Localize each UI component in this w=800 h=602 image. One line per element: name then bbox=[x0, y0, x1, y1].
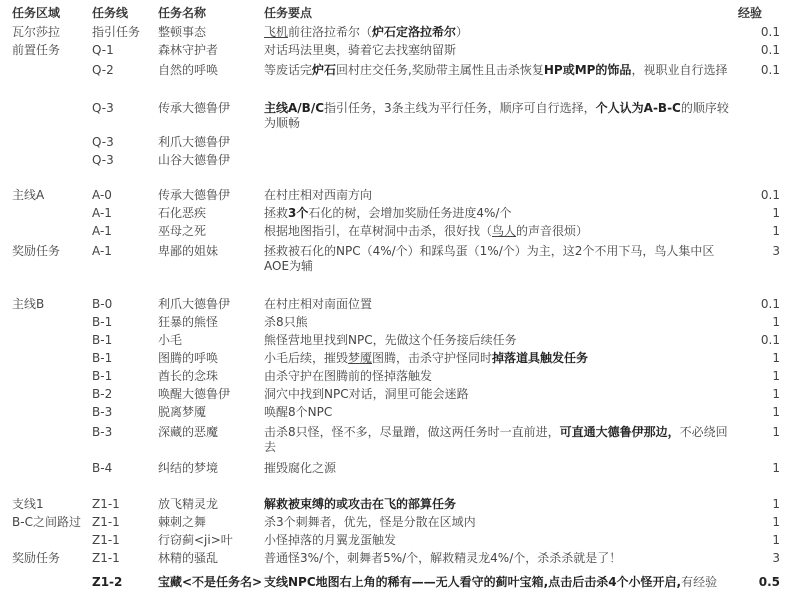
cell-name: 传承大德鲁伊 bbox=[158, 188, 231, 202]
cell-line: Q-3 bbox=[92, 101, 114, 115]
cell-line: B-1 bbox=[92, 315, 113, 329]
cell-name: 石化恶疾 bbox=[158, 206, 207, 220]
header-line: 任务线 bbox=[92, 6, 129, 20]
cell-exp: 1 bbox=[772, 515, 780, 529]
cell-points bbox=[264, 244, 732, 274]
cell-exp: 1 bbox=[772, 497, 780, 511]
cell-points bbox=[264, 575, 732, 590]
cell-line: A-0 bbox=[92, 188, 112, 202]
cell-line: B-4 bbox=[92, 461, 113, 475]
cell-exp: 1 bbox=[772, 351, 780, 365]
cell-exp: 1 bbox=[772, 206, 780, 220]
cell-area: 主线A bbox=[12, 188, 45, 202]
cell-name: 山谷大德鲁伊 bbox=[158, 153, 231, 167]
cell-name: 利爪大德鲁伊 bbox=[158, 297, 231, 311]
points-segment: 洞穴中找到NPC对话，洞里可能会迷路 bbox=[264, 387, 469, 401]
cell-points bbox=[264, 387, 732, 402]
points-segment: HP或MP的饰品 bbox=[543, 63, 632, 77]
points-segment: 有经验 bbox=[681, 575, 718, 589]
cell-exp: 1 bbox=[772, 387, 780, 401]
points-segment: ） bbox=[456, 25, 469, 39]
points-segment: 在村庄相对西南方向 bbox=[264, 188, 373, 202]
cell-line: A-1 bbox=[92, 244, 112, 258]
cell-line: 指引任务 bbox=[92, 25, 141, 39]
cell-name: 图腾的呼唤 bbox=[158, 351, 219, 365]
points-segment: 杀3个刺舞者，优先，怪是分散在区域内 bbox=[264, 515, 476, 529]
cell-name: 行窃蓟<ji>叶 bbox=[158, 533, 233, 547]
cell-name: 狂暴的熊怪 bbox=[158, 315, 219, 329]
points-segment: 对话玛法里奥，骑着它去找塞纳留斯 bbox=[264, 43, 457, 57]
points-segment: 拯救被石化的NPC（4%/个）和踩鸟蛋（1%/个）为主，这2个不用下马，鸟人集中区AOE为辅 bbox=[264, 244, 715, 273]
cell-name: 酋长的念珠 bbox=[158, 369, 219, 383]
header-name: 任务名称 bbox=[158, 6, 207, 20]
points-segment: 唤醒8个NPC bbox=[264, 405, 333, 419]
cell-points bbox=[264, 25, 732, 40]
cell-name: 深藏的恶魔 bbox=[158, 425, 219, 439]
cell-exp: 1 bbox=[772, 405, 780, 419]
points-segment: 指引任务，3条主线为平行任务，顺序可自行选择， bbox=[324, 101, 596, 115]
cell-line: Q-1 bbox=[92, 43, 114, 57]
cell-line: B-2 bbox=[92, 387, 113, 401]
cell-area: 瓦尔莎拉 bbox=[12, 25, 61, 39]
cell-points bbox=[264, 351, 732, 366]
cell-area: B-C之间路过 bbox=[12, 515, 81, 529]
cell-area: 奖励任务 bbox=[12, 244, 61, 258]
points-segment: 等废话完 bbox=[264, 63, 313, 77]
cell-name: 林精的骚乱 bbox=[158, 551, 219, 565]
cell-points bbox=[264, 43, 732, 58]
cell-points bbox=[264, 333, 732, 348]
cell-line: B-0 bbox=[92, 297, 113, 311]
cell-name: 棘刺之舞 bbox=[158, 515, 207, 529]
points-segment: 杀8只熊 bbox=[264, 315, 308, 329]
cell-name: 森林守护者 bbox=[158, 43, 219, 57]
cell-name: 卑鄙的姐妹 bbox=[158, 244, 219, 258]
points-segment: 图腾，击杀守护怪同时 bbox=[372, 351, 493, 365]
cell-line: A-1 bbox=[92, 206, 112, 220]
points-segment: 鸟人 bbox=[492, 224, 517, 238]
points-segment: 石化的树，会增加奖励任务进度4%/个 bbox=[308, 206, 512, 220]
points-segment: 掉落道具触发任务 bbox=[492, 351, 589, 365]
points-segment: 摧毁腐化之源 bbox=[264, 461, 337, 475]
points-segment: 在村庄相对南面位置 bbox=[264, 297, 373, 311]
cell-exp: 0.5 bbox=[758, 575, 780, 589]
cell-exp: 0.1 bbox=[760, 63, 780, 77]
cell-points bbox=[264, 425, 732, 455]
cell-line: Q-3 bbox=[92, 153, 114, 167]
cell-area: 支线1 bbox=[12, 497, 44, 511]
cell-exp: 0.1 bbox=[760, 333, 780, 347]
cell-line: B-1 bbox=[92, 333, 113, 347]
cell-points bbox=[264, 533, 732, 548]
points-segment: 解救被束缚的或攻击在飞的部算任务 bbox=[264, 497, 457, 511]
cell-name: 自然的呼唤 bbox=[158, 63, 219, 77]
cell-name: 小毛 bbox=[158, 333, 183, 347]
cell-points bbox=[264, 405, 732, 420]
points-segment: 的顺序较为顺畅 bbox=[264, 101, 729, 130]
cell-area: 前置任务 bbox=[12, 43, 61, 57]
cell-points bbox=[264, 63, 732, 78]
cell-exp: 0.1 bbox=[760, 297, 780, 311]
cell-exp: 1 bbox=[772, 369, 780, 383]
cell-line: B-3 bbox=[92, 425, 113, 439]
cell-exp: 3 bbox=[772, 551, 780, 565]
points-segment: 个人认为A-B-C bbox=[595, 101, 681, 115]
cell-line: Q-3 bbox=[92, 135, 114, 149]
cell-name: 宝藏<不是任务名> bbox=[158, 575, 263, 589]
points-segment: 由杀守护在图腾前的怪掉落触发 bbox=[264, 369, 433, 383]
points-segment: 的声音很烦） bbox=[516, 224, 589, 238]
cell-exp: 1 bbox=[772, 425, 780, 439]
points-segment: 3个 bbox=[288, 206, 309, 220]
cell-name: 唤醒大德鲁伊 bbox=[158, 387, 231, 401]
cell-name: 放飞精灵龙 bbox=[158, 497, 219, 511]
cell-points bbox=[264, 206, 732, 221]
points-segment: 回村庄交任务,奖励带主属性且击杀恢复 bbox=[336, 63, 544, 77]
points-segment: 主线A/B/C bbox=[264, 101, 325, 115]
points-segment: 不必绕回去 bbox=[264, 425, 728, 454]
cell-exp: 1 bbox=[772, 224, 780, 238]
cell-points bbox=[264, 188, 732, 203]
cell-exp: 0.1 bbox=[760, 188, 780, 202]
cell-area: 主线B bbox=[12, 297, 45, 311]
cell-exp: 0.1 bbox=[760, 25, 780, 39]
cell-points bbox=[264, 369, 732, 384]
cell-name: 纠结的梦境 bbox=[158, 461, 219, 475]
cell-exp: 3 bbox=[772, 244, 780, 258]
header-area: 任务区域 bbox=[12, 6, 61, 20]
cell-exp: 0.1 bbox=[760, 43, 780, 57]
points-segment: 拯救 bbox=[264, 206, 289, 220]
cell-name: 传承大德鲁伊 bbox=[158, 101, 231, 115]
points-segment: ，视职业自行选择 bbox=[631, 63, 728, 77]
cell-points bbox=[264, 297, 732, 312]
cell-line: B-3 bbox=[92, 405, 113, 419]
points-segment: 炉石定洛拉希尔 bbox=[372, 25, 457, 39]
cell-line: B-1 bbox=[92, 351, 113, 365]
cell-line: Z1-1 bbox=[92, 515, 120, 529]
points-segment: 可直通大德鲁伊那边， bbox=[559, 425, 680, 439]
cell-line: Q-2 bbox=[92, 63, 114, 77]
cell-points bbox=[264, 101, 732, 131]
cell-points bbox=[264, 224, 732, 239]
cell-exp: 1 bbox=[772, 533, 780, 547]
cell-points bbox=[264, 551, 732, 566]
cell-name: 利爪大德鲁伊 bbox=[158, 135, 231, 149]
points-segment: 击杀8只怪，怪不多，尽量蹭，做这两任务时一直前进， bbox=[264, 425, 560, 439]
points-segment: 熊怪营地里找到NPC，先做这个任务接后续任务 bbox=[264, 333, 517, 347]
points-segment: 炉石 bbox=[312, 63, 337, 77]
cell-line: A-1 bbox=[92, 224, 112, 238]
cell-points bbox=[264, 461, 732, 476]
points-segment: 支线NPC地图右上角的稀有——无人看守的蓟叶宝箱,点击后击杀4个小怪开启, bbox=[264, 575, 682, 589]
points-segment: 根据地图指引，在草树洞中击杀，很好找（ bbox=[264, 224, 493, 238]
cell-points bbox=[264, 497, 732, 512]
cell-exp: 1 bbox=[772, 315, 780, 329]
points-segment: 飞机 bbox=[264, 25, 289, 39]
cell-exp: 1 bbox=[772, 461, 780, 475]
cell-points bbox=[264, 515, 732, 530]
cell-name: 巫母之死 bbox=[158, 224, 207, 238]
points-segment: 小怪掉落的月翼龙蛋触发 bbox=[264, 533, 397, 547]
cell-line: Z1-1 bbox=[92, 533, 120, 547]
cell-line: B-1 bbox=[92, 369, 113, 383]
cell-line: Z1-1 bbox=[92, 497, 120, 511]
cell-area: 奖励任务 bbox=[12, 551, 61, 565]
points-segment: 小毛后续，摧毁 bbox=[264, 351, 349, 365]
cell-line: Z1-2 bbox=[92, 575, 123, 589]
header-exp: 经验 bbox=[738, 6, 763, 20]
header-points: 任务要点 bbox=[264, 6, 313, 20]
points-segment: 梦魇 bbox=[348, 351, 373, 365]
cell-name: 整顿事态 bbox=[158, 25, 207, 39]
cell-line: Z1-1 bbox=[92, 551, 120, 565]
cell-name: 脱离梦魇 bbox=[158, 405, 207, 419]
points-segment: 普通怪3%/个，刺舞者5%/个，解救精灵龙4%/个，杀杀杀就是了！ bbox=[264, 551, 622, 565]
cell-points bbox=[264, 315, 732, 330]
points-segment: 前往洛拉希尔（ bbox=[288, 25, 373, 39]
